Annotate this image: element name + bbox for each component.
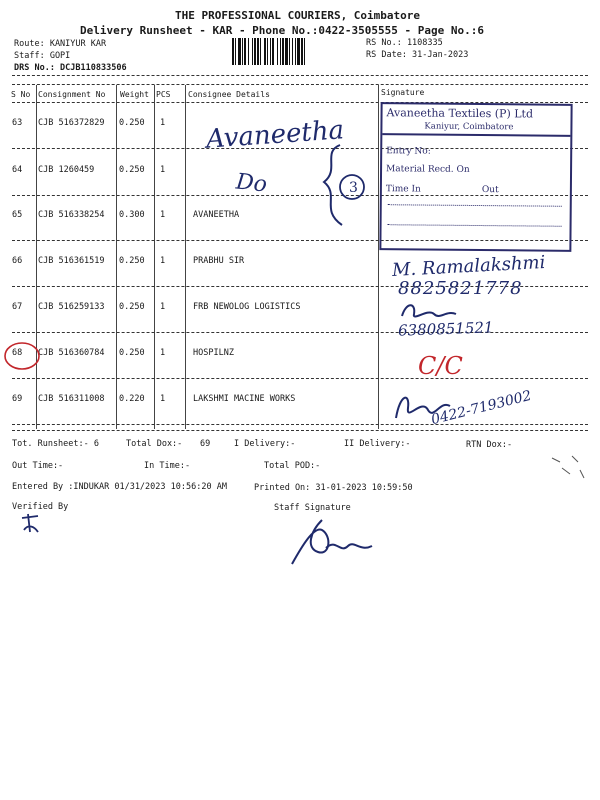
row-weight: 0.250: [119, 256, 145, 266]
row-consignment: CJB 516361519: [38, 256, 105, 266]
row-consignment: CJB 516259133: [38, 302, 105, 312]
verified-by-mark: [18, 510, 50, 536]
row-weight: 0.250: [119, 118, 145, 128]
row-sno: 66: [12, 256, 23, 266]
out-time: Out Time:-: [12, 461, 64, 471]
row-consignee: AVANEETHA: [193, 210, 240, 220]
total-pod: Total POD:-: [264, 461, 321, 471]
handwritten-phone-3: 0422-7193002: [429, 387, 534, 429]
row-weight: 0.300: [119, 210, 145, 220]
rs-date: RS Date: 31-Jan-2023: [366, 50, 469, 60]
row-divider: [12, 332, 588, 333]
row-weight: 0.250: [119, 302, 145, 312]
handwritten-circle-68: [2, 340, 44, 374]
row-consignee: PRABHU SIR: [193, 256, 245, 266]
row-sno: 67: [12, 302, 23, 312]
row-sno: 69: [12, 394, 23, 404]
handwritten-brace: [310, 140, 370, 230]
runsheet-title: Delivery Runsheet - KAR - Phone No.:0422-3505555 - Page No.:6: [80, 24, 484, 37]
stamp-time-out: Out: [481, 185, 499, 196]
row-consignment: CJB 516372829: [38, 118, 105, 128]
col-signature: Signature: [381, 88, 425, 97]
in-time: In Time:-: [144, 461, 191, 471]
printed-on: Printed On: 31-01-2023 10:59:50: [254, 483, 413, 493]
row-weight: 0.250: [119, 165, 145, 175]
col-sno: S No: [11, 90, 31, 99]
row-pcs: 1: [160, 165, 166, 175]
rs-number: RS No.: 1108335: [366, 38, 443, 48]
row-divider: [12, 424, 588, 425]
row-consignee: HOSPILNZ: [193, 348, 234, 358]
staff: Staff: GOPI: [14, 51, 71, 61]
ii-delivery: II Delivery:-: [344, 439, 411, 449]
row-consignee: FRB NEWOLOG LOGISTICS: [193, 302, 301, 312]
company-stamp: [379, 102, 572, 252]
stamp-material: Material Recd. On: [386, 164, 470, 175]
row-pcs: 1: [160, 394, 166, 404]
stamp-entry: Entry No:: [386, 146, 431, 157]
row-pcs: 1: [160, 302, 166, 312]
stamp-company: Avaneetha Textiles (P) Ltd: [386, 106, 534, 121]
row-consignment: CJB 516338254: [38, 210, 105, 220]
col-weight: Weight: [120, 90, 149, 99]
handwritten-avaneetha: Avaneetha: [205, 115, 346, 155]
handwritten-circled-number: 3: [349, 180, 358, 196]
total-dox-label: Total Dox:-: [126, 439, 183, 449]
stamp-time-in: Time In: [385, 184, 421, 195]
handwritten-ramalakshmi: M. Ramalakshmi: [391, 251, 546, 282]
barcode: [232, 38, 360, 65]
row-divider: [12, 378, 588, 379]
entered-by: Entered By :INDUKAR 01/31/2023 10:56:20 AM: [12, 482, 227, 492]
row-pcs: 1: [160, 118, 166, 128]
total-runsheet: Tot. Runsheet:- 6: [12, 439, 99, 449]
route: Route: KANIYUR KAR: [14, 39, 107, 49]
row-consignment: CJB 516360784: [38, 348, 105, 358]
row-consignee: LAKSHMI MACINE WORKS: [193, 394, 296, 404]
total-dox-value: 69: [200, 439, 211, 449]
drs-number: DRS No.: DCJB110833506: [14, 63, 127, 73]
scan-mark: [548, 448, 588, 482]
verified-by: Verified By: [12, 502, 69, 512]
row-weight: 0.250: [119, 348, 145, 358]
row-consignment: CJB 1260459: [38, 165, 95, 175]
handwritten-cc: C/C: [418, 352, 463, 380]
company-name: THE PROFESSIONAL COURIERS, Coimbatore: [175, 9, 421, 22]
i-delivery: I Delivery:-: [234, 439, 296, 449]
row-sno: 64: [12, 165, 23, 175]
col-consignee: Consignee Details: [188, 90, 270, 99]
row-pcs: 1: [160, 210, 166, 220]
row-weight: 0.220: [119, 394, 145, 404]
row-sno: 65: [12, 210, 23, 220]
row-sno: 63: [12, 118, 23, 128]
handwritten-phone-1: 8825821778: [398, 278, 523, 299]
rtn-dox: RTN Dox:-: [466, 440, 513, 450]
handwritten-phone-2: 6380851521: [397, 318, 494, 340]
staff-signature-label: Staff Signature: [274, 503, 351, 513]
handwritten-do: Do: [234, 169, 269, 198]
stamp-place: Kaniyur, Coimbatore: [424, 121, 514, 133]
row-sno: 68: [12, 348, 23, 358]
row-pcs: 1: [160, 348, 166, 358]
row-pcs: 1: [160, 256, 166, 266]
col-pcs: PCS: [156, 90, 171, 99]
col-consignment: Consignment No: [38, 90, 106, 99]
row-consignment: CJB 516311008: [38, 394, 105, 404]
staff-signature: [288, 512, 378, 572]
